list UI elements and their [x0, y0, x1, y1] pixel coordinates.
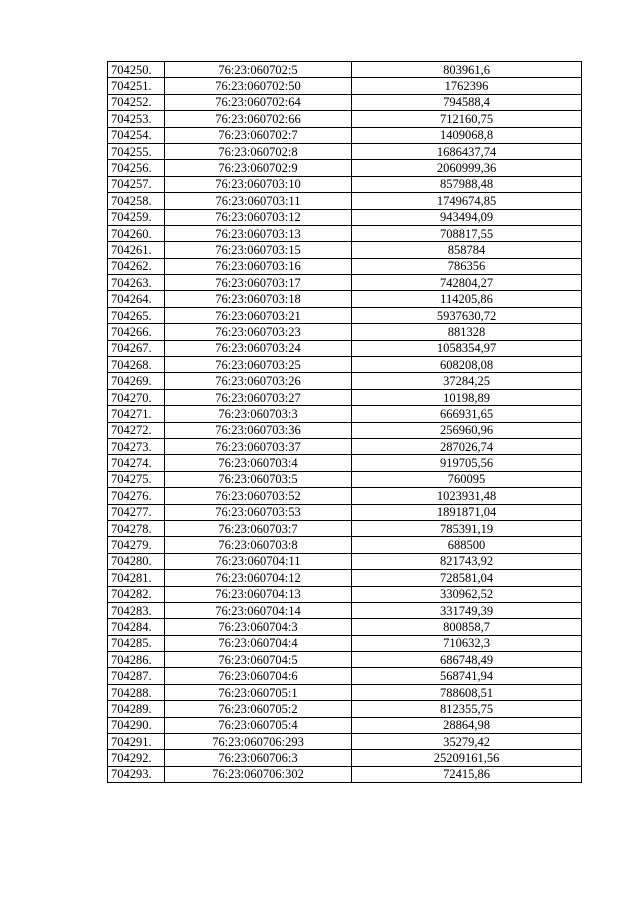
- value-cell: 331749,39: [352, 602, 582, 618]
- value-cell: 72415,86: [352, 766, 582, 782]
- row-number-cell: 704285.: [108, 635, 165, 651]
- table-row: [108, 94, 582, 110]
- cadastral-number-cell: 76:23:060704:14: [165, 602, 352, 618]
- table-row: [108, 324, 582, 340]
- cadastral-number-cell: 76:23:060706:302: [165, 766, 352, 782]
- value-cell: 1749674,85: [352, 193, 582, 209]
- table-row: [108, 357, 582, 373]
- cadastral-number-cell: 76:23:060703:36: [165, 422, 352, 438]
- table-row: [108, 225, 582, 241]
- value-cell: 785391,19: [352, 520, 582, 536]
- row-number-cell: 704293.: [108, 766, 165, 782]
- value-cell: 686748,49: [352, 652, 582, 668]
- table-row: [108, 455, 582, 471]
- row-number-cell: 704270.: [108, 389, 165, 405]
- row-number-cell: 704257.: [108, 176, 165, 192]
- table-row: [108, 62, 582, 78]
- cadastral-number-cell: 76:23:060706:293: [165, 734, 352, 750]
- row-number-cell: 704288.: [108, 684, 165, 700]
- table-body: [108, 62, 582, 783]
- row-number-cell: 704261.: [108, 242, 165, 258]
- table-row: [108, 619, 582, 635]
- row-number-cell: 704265.: [108, 307, 165, 323]
- value-cell: 943494,09: [352, 209, 582, 225]
- table-row: [108, 193, 582, 209]
- value-cell: 1058354,97: [352, 340, 582, 356]
- cadastral-number-cell: 76:23:060702:5: [165, 62, 352, 78]
- value-cell: 28864,98: [352, 717, 582, 733]
- value-cell: 37284,25: [352, 373, 582, 389]
- table-row: [108, 340, 582, 356]
- cadastral-number-cell: 76:23:060702:64: [165, 94, 352, 110]
- row-number-cell: 704264.: [108, 291, 165, 307]
- table-row: [108, 635, 582, 651]
- row-number-cell: 704251.: [108, 78, 165, 94]
- table-row: [108, 668, 582, 684]
- cadastral-number-cell: 76:23:060703:53: [165, 504, 352, 520]
- cadastral-number-cell: 76:23:060703:8: [165, 537, 352, 553]
- cadastral-number-cell: 76:23:060703:25: [165, 357, 352, 373]
- cadastral-number-cell: 76:23:060704:6: [165, 668, 352, 684]
- table-row: [108, 111, 582, 127]
- row-number-cell: 704255.: [108, 143, 165, 159]
- row-number-cell: 704263.: [108, 275, 165, 291]
- table-row: [108, 602, 582, 618]
- cadastral-number-cell: 76:23:060703:3: [165, 406, 352, 422]
- row-number-cell: 704271.: [108, 406, 165, 422]
- value-cell: 760095: [352, 471, 582, 487]
- table-row: [108, 373, 582, 389]
- table-row: [108, 78, 582, 94]
- cadastral-number-cell: 76:23:060703:7: [165, 520, 352, 536]
- value-cell: 114205,86: [352, 291, 582, 307]
- row-number-cell: 704274.: [108, 455, 165, 471]
- row-number-cell: 704290.: [108, 717, 165, 733]
- row-number-cell: 704276.: [108, 488, 165, 504]
- row-number-cell: 704291.: [108, 734, 165, 750]
- row-number-cell: 704292.: [108, 750, 165, 766]
- cadastral-number-cell: 76:23:060703:11: [165, 193, 352, 209]
- row-number-cell: 704262.: [108, 258, 165, 274]
- cadastral-number-cell: 76:23:060703:13: [165, 225, 352, 241]
- value-cell: 1686437,74: [352, 143, 582, 159]
- table-row: [108, 717, 582, 733]
- value-cell: 742804,27: [352, 275, 582, 291]
- cadastral-number-cell: 76:23:060702:8: [165, 143, 352, 159]
- cadastral-number-cell: 76:23:060704:12: [165, 570, 352, 586]
- table-row: [108, 504, 582, 520]
- value-cell: 608208,08: [352, 357, 582, 373]
- cadastral-number-cell: 76:23:060704:5: [165, 652, 352, 668]
- cadastral-number-cell: 76:23:060702:9: [165, 160, 352, 176]
- value-cell: 568741,94: [352, 668, 582, 684]
- table-row: [108, 488, 582, 504]
- row-number-cell: 704256.: [108, 160, 165, 176]
- table-row: [108, 520, 582, 536]
- cadastral-number-cell: 76:23:060705:1: [165, 684, 352, 700]
- row-number-cell: 704283.: [108, 602, 165, 618]
- cadastral-number-cell: 76:23:060703:16: [165, 258, 352, 274]
- value-cell: 728581,04: [352, 570, 582, 586]
- cadastral-number-cell: 76:23:060703:21: [165, 307, 352, 323]
- row-number-cell: 704289.: [108, 701, 165, 717]
- value-cell: 708817,55: [352, 225, 582, 241]
- row-number-cell: 704253.: [108, 111, 165, 127]
- table-row: [108, 307, 582, 323]
- cadastral-number-cell: 76:23:060704:4: [165, 635, 352, 651]
- table-row: [108, 701, 582, 717]
- value-cell: 881328: [352, 324, 582, 340]
- row-number-cell: 704286.: [108, 652, 165, 668]
- row-number-cell: 704278.: [108, 520, 165, 536]
- row-number-cell: 704252.: [108, 94, 165, 110]
- value-cell: 712160,75: [352, 111, 582, 127]
- row-number-cell: 704269.: [108, 373, 165, 389]
- cadastral-number-cell: 76:23:060702:66: [165, 111, 352, 127]
- value-cell: 287026,74: [352, 438, 582, 454]
- value-cell: 2060999,36: [352, 160, 582, 176]
- cadastral-number-cell: 76:23:060704:11: [165, 553, 352, 569]
- value-cell: 10198,89: [352, 389, 582, 405]
- table-row: [108, 160, 582, 176]
- cadastral-number-cell: 76:23:060704:3: [165, 619, 352, 635]
- row-number-cell: 704275.: [108, 471, 165, 487]
- value-cell: 857988,48: [352, 176, 582, 192]
- table-row: [108, 537, 582, 553]
- row-number-cell: 704260.: [108, 225, 165, 241]
- row-number-cell: 704281.: [108, 570, 165, 586]
- value-cell: 858784: [352, 242, 582, 258]
- value-cell: 1762396: [352, 78, 582, 94]
- value-cell: 919705,56: [352, 455, 582, 471]
- cadastral-number-cell: 76:23:060702:50: [165, 78, 352, 94]
- row-number-cell: 704279.: [108, 537, 165, 553]
- cadastral-number-cell: 76:23:060704:13: [165, 586, 352, 602]
- cadastral-number-cell: 76:23:060703:23: [165, 324, 352, 340]
- table-row: [108, 438, 582, 454]
- value-cell: 786356: [352, 258, 582, 274]
- table-row: [108, 275, 582, 291]
- table-row: [108, 127, 582, 143]
- cadastral-number-cell: 76:23:060703:10: [165, 176, 352, 192]
- table-row: [108, 586, 582, 602]
- row-number-cell: 704280.: [108, 553, 165, 569]
- cadastral-value-table: [107, 61, 582, 783]
- cadastral-number-cell: 76:23:060703:24: [165, 340, 352, 356]
- cadastral-number-cell: 76:23:060703:17: [165, 275, 352, 291]
- table-row: [108, 570, 582, 586]
- value-cell: 1891871,04: [352, 504, 582, 520]
- cadastral-number-cell: 76:23:060703:5: [165, 471, 352, 487]
- table-row: [108, 209, 582, 225]
- value-cell: 812355,75: [352, 701, 582, 717]
- value-cell: 794588,4: [352, 94, 582, 110]
- table-row: [108, 471, 582, 487]
- table-row: [108, 176, 582, 192]
- value-cell: 803961,6: [352, 62, 582, 78]
- value-cell: 1023931,48: [352, 488, 582, 504]
- cadastral-number-cell: 76:23:060706:3: [165, 750, 352, 766]
- value-cell: 800858,7: [352, 619, 582, 635]
- table-row: [108, 652, 582, 668]
- cadastral-number-cell: 76:23:060703:18: [165, 291, 352, 307]
- row-number-cell: 704282.: [108, 586, 165, 602]
- value-cell: 1409068,8: [352, 127, 582, 143]
- row-number-cell: 704273.: [108, 438, 165, 454]
- cadastral-number-cell: 76:23:060703:27: [165, 389, 352, 405]
- value-cell: 788608,51: [352, 684, 582, 700]
- cadastral-number-cell: 76:23:060703:37: [165, 438, 352, 454]
- row-number-cell: 704277.: [108, 504, 165, 520]
- value-cell: 666931,65: [352, 406, 582, 422]
- table-row: [108, 684, 582, 700]
- cadastral-number-cell: 76:23:060703:4: [165, 455, 352, 471]
- cadastral-number-cell: 76:23:060702:7: [165, 127, 352, 143]
- cadastral-number-cell: 76:23:060703:15: [165, 242, 352, 258]
- table-row: [108, 389, 582, 405]
- value-cell: 821743,92: [352, 553, 582, 569]
- cadastral-number-cell: 76:23:060703:12: [165, 209, 352, 225]
- row-number-cell: 704266.: [108, 324, 165, 340]
- row-number-cell: 704268.: [108, 357, 165, 373]
- table-row: [108, 766, 582, 782]
- value-cell: 256960,96: [352, 422, 582, 438]
- cadastral-number-cell: 76:23:060703:52: [165, 488, 352, 504]
- table-row: [108, 406, 582, 422]
- cadastral-number-cell: 76:23:060705:4: [165, 717, 352, 733]
- table-row: [108, 750, 582, 766]
- row-number-cell: 704258.: [108, 193, 165, 209]
- value-cell: 710632,3: [352, 635, 582, 651]
- row-number-cell: 704267.: [108, 340, 165, 356]
- value-cell: 330962,52: [352, 586, 582, 602]
- table-row: [108, 734, 582, 750]
- row-number-cell: 704250.: [108, 62, 165, 78]
- table-row: [108, 242, 582, 258]
- value-cell: 35279,42: [352, 734, 582, 750]
- row-number-cell: 704287.: [108, 668, 165, 684]
- table-row: [108, 291, 582, 307]
- row-number-cell: 704259.: [108, 209, 165, 225]
- table-row: [108, 258, 582, 274]
- row-number-cell: 704284.: [108, 619, 165, 635]
- table-row: [108, 553, 582, 569]
- row-number-cell: 704272.: [108, 422, 165, 438]
- value-cell: 688500: [352, 537, 582, 553]
- table-row: [108, 422, 582, 438]
- table-row: [108, 143, 582, 159]
- value-cell: 25209161,56: [352, 750, 582, 766]
- row-number-cell: 704254.: [108, 127, 165, 143]
- cadastral-number-cell: 76:23:060705:2: [165, 701, 352, 717]
- value-cell: 5937630,72: [352, 307, 582, 323]
- cadastral-number-cell: 76:23:060703:26: [165, 373, 352, 389]
